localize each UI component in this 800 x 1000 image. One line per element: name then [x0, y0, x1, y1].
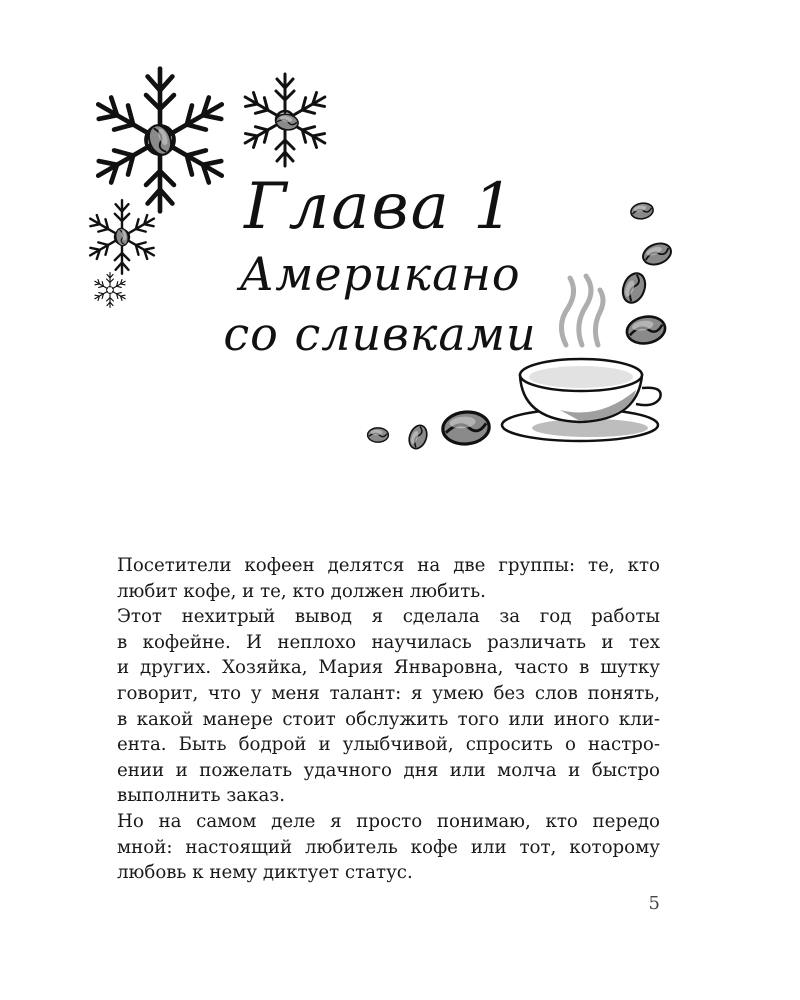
snowflake-icon [93, 273, 127, 308]
text-line: любовь к нему диктует статус. [117, 862, 413, 884]
coffee-bean-icon [640, 240, 674, 268]
coffee-bean-icon [630, 201, 655, 220]
text-line: Посетители кофеен делятся на две группы: те, кто [117, 555, 660, 576]
paragraph [117, 604, 660, 809]
chapter-number: Глава 1 [244, 170, 516, 244]
paragraph [117, 553, 660, 604]
chapter-title-line: со сливками [223, 307, 537, 361]
chapter-body [117, 553, 660, 886]
text-line: ента. Быть бодрой и улыбчивой, спросить о настро- [117, 734, 660, 756]
text-line: мной: настоящий любитель кофе или тот, которому [117, 836, 660, 858]
coffee-bean-icon [368, 428, 389, 442]
coffee-cup-icon [502, 359, 661, 441]
chapter-title-line: Американо [239, 247, 521, 301]
coffee-bean-icon [441, 410, 490, 446]
text-line: Этот нехитрый вывод я сделала за год работы [117, 606, 660, 628]
text-line: в кофейне. И неплохо научилась различать и тех [117, 631, 660, 653]
paragraph [117, 809, 660, 886]
text-line: Но на самом деле я просто понимаю, кто передо [117, 810, 660, 832]
coffee-bean-icon [115, 227, 130, 246]
chapter-heading [180, 170, 580, 364]
coffee-bean-icon [145, 122, 175, 158]
text-line: ении и пожелать удачного дня или молча и быстро [117, 759, 660, 781]
text-line: в какой манере стоит обслужить того или иного кли- [117, 708, 660, 730]
text-line: говорит, что у меня талант: я умею без слов понять, [117, 682, 660, 704]
coffee-bean-icon [406, 423, 430, 451]
text-line: любит кофе, и те, кто должен любить. [117, 580, 486, 602]
coffee-bean-icon [619, 270, 649, 306]
text-line: выполнить заказ. [117, 785, 286, 807]
page-number: 5 [648, 893, 660, 914]
coffee-bean-icon [625, 314, 667, 347]
text-line: и других. Хозяйка, Мария Январовна, часто в шутку [117, 657, 660, 679]
